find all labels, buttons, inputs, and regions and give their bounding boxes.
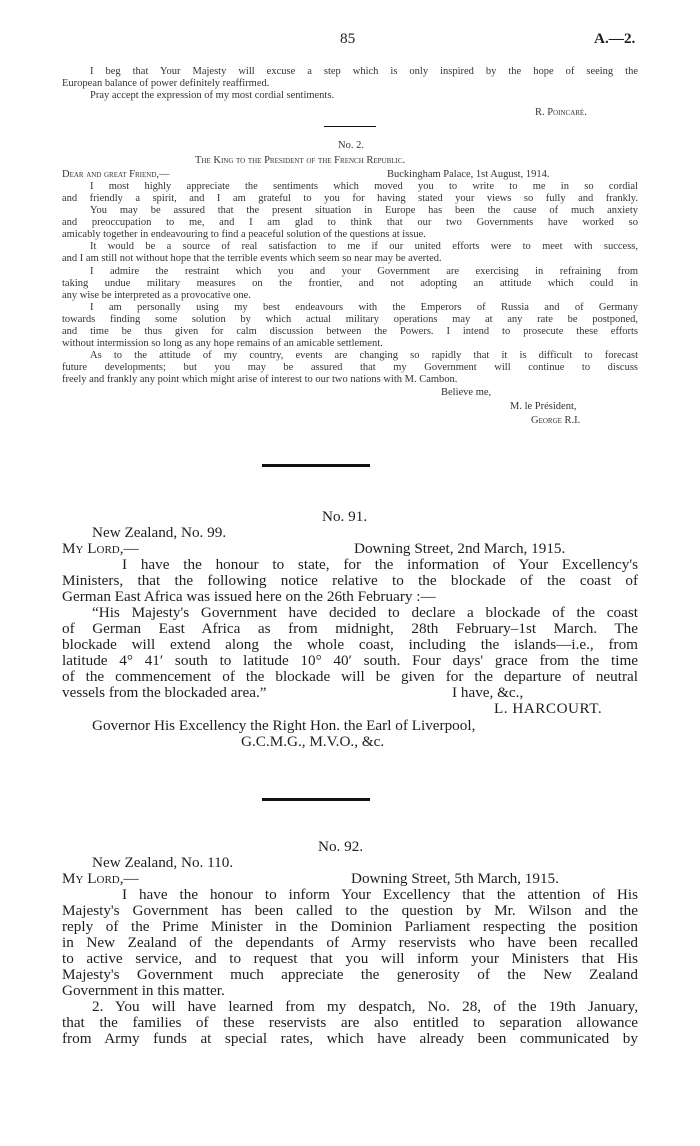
letter-line: and time be thus given for calm discussion between the Powers. I intend to prosecute these efforts [62,326,638,337]
letter-line: I am personally using my best endeavours with the Emperors of Russia and of Germany [90,302,638,313]
letter-line: I have the honour to inform Your Excellency that the attention of His [122,886,638,903]
letter-number: No. 92. [318,838,364,855]
letter-line: You may be assured that the present situation in Europe has been the cause of much anxiety [90,205,638,216]
letter-line: without intermission so long as any hope remains of an amicable settlement. [62,338,383,349]
letter-line: and preoccupation to me, and I am glad to think that our two Governments have worked so [62,217,638,228]
letter-line: I admire the restraint which you and your Government are exercising in refraining from [90,266,638,277]
letter-line: I have the honour to state, for the information of Your Excellency's [122,556,638,573]
letter-line: and friendly a spirit, and I am grateful to you for having stated your views so fully and frankly. [62,193,638,204]
letter-line: freely and frankly any point which might arise of interest to our two nations with M. Cambon. [62,374,458,385]
letter-place-date: Downing Street, 5th March, 1915. [351,870,559,887]
letter-line: latitude 4° 41′ south to latitude 10° 40′ south. Four days' grace from the time [62,652,638,669]
poincare-paragraph-line: I beg that Your Majesty will excuse a step which is only inspired by the hope of seeing the [90,66,638,77]
poincare-closing: Pray accept the expression of my most cordial sentiments. [90,90,335,101]
letter-line: reply of the Prime Minister in the Dominion Parliament respecting the position [62,918,638,935]
letter-salutation: My Lord,— [62,870,139,887]
letter-closing: I have, &c., [452,684,524,701]
letter-line: vessels from the blockaded area.” [62,684,267,701]
letter-place-date: Buckingham Palace, 1st August, 1914. [387,169,550,180]
page-number: 85 [340,30,356,47]
letter-reference: New Zealand, No. 99. [92,524,227,541]
letter-line: that the families of these reservists are also entitled to separation allowance [62,1014,638,1031]
letter-salutation: My Lord,— [62,540,139,557]
section-divider [262,798,370,801]
letter-number: No. 2. [338,140,364,151]
letter-addressee: Governor His Excellency the Right Hon. the Earl of Liverpool, [92,717,476,734]
letter-line: Majesty's Government has been called to the question by Mr. Wilson and the [62,902,638,919]
letter-place-date: Downing Street, 2nd March, 1915. [354,540,566,557]
letter-line: It would be a source of real satisfaction to me if our united efforts were to meet with success, [90,241,638,252]
letter-line: I most highly appreciate the sentiments which moved you to write to me in so cordial [90,181,638,192]
short-divider [324,126,376,127]
section-divider [262,464,370,467]
letter-closing-address: M. le Président, [510,401,577,412]
letter-salutation: Dear and great Friend,— [62,169,170,180]
letter-line: of the commencement of the blockade will be given for the departure of neutral [62,668,638,685]
letter-line: blockade will extend along the whole coast, including the islands—i.e., from [62,636,638,653]
letter-closing: Believe me, [441,387,492,398]
letter-line: 2. You will have learned from my despatch, No. 28, of the 19th January, [92,998,638,1015]
letter-line: of German East Africa as from midnight, 28th February–1st March. The [62,620,638,637]
letter-line: Government in this matter. [62,982,225,999]
letter-signature: L. HARCOURT. [494,700,603,717]
letter-line: amicably together in endeavouring to find a peaceful solution of the questions at issue. [62,229,426,240]
letter-line: Majesty's Government much appreciate the generosity of the New Zealand [62,966,638,983]
letter-addressee: G.C.M.G., M.V.O., &c. [241,733,385,750]
letter-line: future developments; but you may be assured that my Government will continue to discuss [62,362,638,373]
poincare-paragraph-line: European balance of power definitely reaffirmed. [62,78,270,89]
letter-line: to active service, and to request that you will inform your Ministers that His [62,950,638,967]
letter-line: and I am still not without hope that the terrible events which seem so near may be averted. [62,253,442,264]
letter-line: from Army funds at special rates, which have already been communicated by [62,1030,638,1047]
letter-signature: George R.I. [531,415,581,426]
letter-reference: New Zealand, No. 110. [92,854,234,871]
letter-line: German East Africa was issued here on the 26th February :— [62,588,436,605]
letter-line: Ministers, that the following notice relative to the blockade of the coast of [62,572,638,589]
letter-line: As to the attitude of my country, events are changing so rapidly that it is difficult to forecast [90,350,638,361]
letter-heading: The King to the President of the French Republic. [195,155,406,166]
letter-number: No. 91. [322,508,368,525]
letter-line: towards finding some solution by which actual military operations may at any rate be postponed, [62,314,638,325]
document-reference: A.—2. [594,30,636,47]
letter-line: any wise be interpreted as a provocative one. [62,290,251,301]
poincare-signature: R. Poincaré. [535,107,587,118]
letter-line: in New Zealand of the dependants of Army reservists who have been recalled [62,934,638,951]
letter-line: taking undue military measures on the frontier, and not adopting an attitude which could in [62,278,638,289]
letter-line: “His Majesty's Government have decided to declare a blockade of the coast [92,604,638,621]
